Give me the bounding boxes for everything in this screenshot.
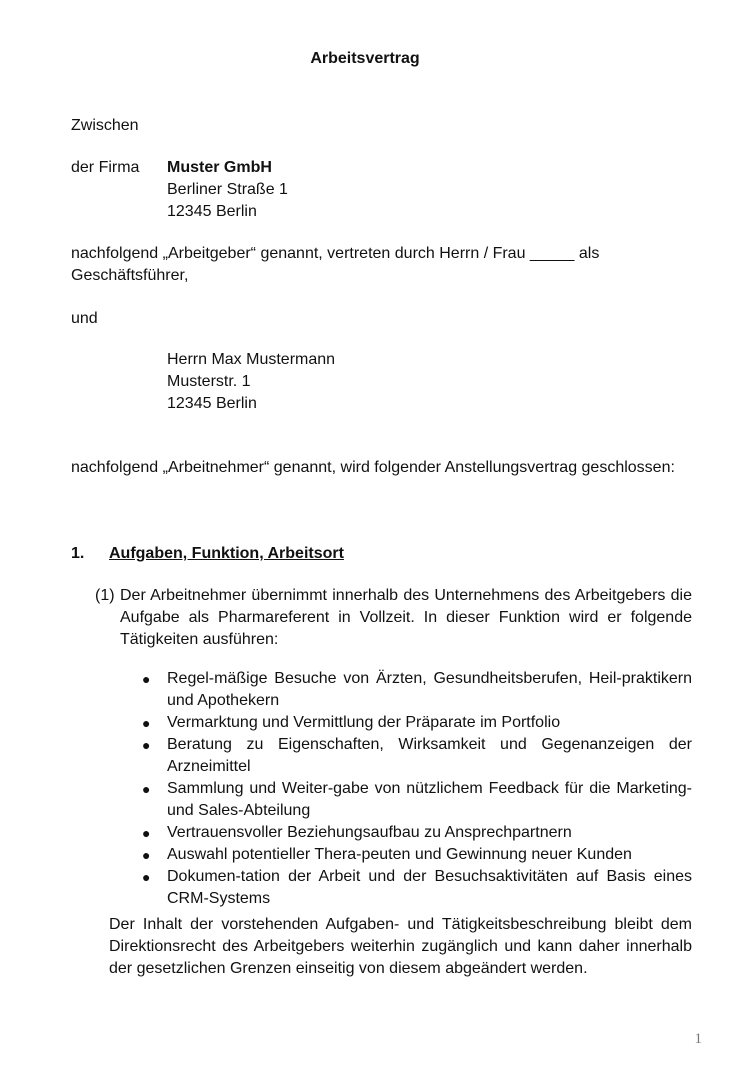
and-label: und	[71, 310, 98, 327]
employer-role-line2: Geschäftsführer,	[71, 267, 189, 284]
bullet-icon: ●	[142, 671, 151, 687]
list-item: ● Regel-mäßige Besuche von Ärzten, Gesundheitsberufen, Heil-praktikern und Apothekern	[142, 670, 692, 709]
bullet-icon: ●	[142, 869, 151, 885]
list-item: ● Vertrauensvoller Beziehungsaufbau zu Ansprechpartnern	[140, 822, 692, 844]
employer-city: 12345 Berlin	[167, 203, 257, 220]
paragraph-text: Der Arbeitnehmer übernimmt innerhalb des Unternehmens des Arbeitgebers die Aufgabe als Pharmareferent in Vollzeit. In dieser Funktion wird er folgende Tätigkeiten ausführen:	[120, 587, 692, 648]
list-item: ● Beratung zu Eigenschaften, Wirksamkeit und Gegenanzeigen der Arzneimittel	[142, 736, 692, 775]
employee-name: Herrn Max Mustermann	[167, 351, 336, 368]
list-item: ● Dokumen-tation der Arbeit und der Besuchsaktivitäten auf Basis eines CRM-Systems	[142, 868, 692, 907]
paragraph-number: (1)	[95, 587, 115, 604]
employee-city: 12345 Berlin	[167, 395, 257, 412]
employer-name: Muster GmbH	[167, 159, 272, 176]
list-item: ● Sammlung und Weiter-gabe von nützlichem Feedback für die Marketing- und Sales-Abteilung	[142, 780, 692, 819]
section-number: 1.	[71, 545, 85, 562]
bullet-icon: ●	[142, 781, 151, 797]
bullet-icon: ●	[142, 847, 151, 863]
between-label: Zwischen	[71, 117, 139, 134]
bullet-icon: ●	[142, 715, 151, 731]
employee-street: Musterstr. 1	[167, 373, 251, 390]
employer-role-line1: nachfolgend „Arbeitgeber“ genannt, vertreten durch Herrn / Frau _____ als	[71, 245, 600, 262]
list-item: ● Auswahl potentieller Thera-peuten und Gewinnung neuer Kunden	[140, 844, 692, 866]
bullet-icon: ●	[142, 737, 151, 753]
employer-label: der Firma	[71, 159, 140, 176]
duties-list	[140, 668, 692, 910]
employee-role: nachfolgend „Arbeitnehmer“ genannt, wird folgender Anstellungsvertrag geschlossen:	[71, 459, 675, 476]
list-item: ● Vermarktung und Vermittlung der Präparate im Portfolio	[140, 712, 692, 734]
document-title: Arbeitsvertrag	[310, 50, 420, 67]
page-number: 1	[694, 1031, 702, 1047]
employer-street: Berliner Straße 1	[167, 181, 288, 198]
closing-paragraph: Der Inhalt der vorstehenden Aufgaben- und Tätigkeitsbeschreibung bleibt dem Direktionsrecht des Arbeitgebers weiterhin zugänglich und kann daher innerhalb der gesetzlichen Grenzen einseitig von diesem abgeändert werden.	[109, 916, 692, 977]
bullet-icon: ●	[142, 825, 151, 841]
section-heading: Aufgaben, Funktion, Arbeitsort	[109, 545, 344, 562]
